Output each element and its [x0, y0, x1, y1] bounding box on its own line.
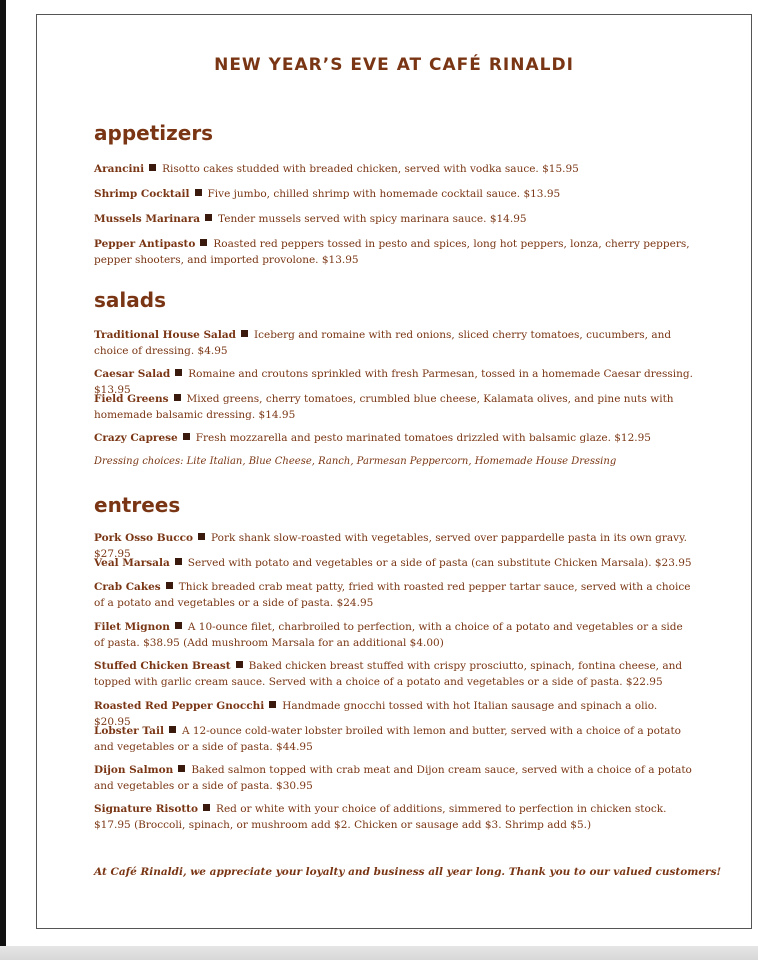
item-description: Thick breaded crab meat patty, fried with roasted red pepper tartar sauce, served with a choice of a potato and vegetables or a side of pasta. $24.95 [94, 581, 691, 609]
item-description: Served with potato and vegetables or a side of pasta (can substitute Chicken Marsala). $23.95 [187, 557, 692, 569]
item-description: Baked chicken breast stuffed with crispy prosciutto, spinach, fontina cheese, and topped with garlic cream sauce. Served with a choice of a potato and vegetables or a side of pasta. $22.95 [94, 660, 683, 688]
section-heading-salads: salads [94, 288, 166, 312]
item-name: Pepper Antipasto [94, 238, 196, 250]
menu-item [94, 723, 694, 755]
square-bullet-icon [149, 164, 156, 171]
menu-item [94, 211, 694, 227]
square-bullet-icon [183, 433, 190, 440]
menu-item [94, 762, 694, 794]
item-description: Mixed greens, cherry tomatoes, crumbled blue cheese, Kalamata olives, and pine nuts with homemade balsamic dressing. $14.95 [94, 393, 674, 421]
item-name: Field Greens [94, 393, 169, 405]
square-bullet-icon [175, 369, 182, 376]
item-name: Signature Risotto [94, 803, 199, 815]
square-bullet-icon [198, 533, 205, 540]
section-heading-appetizers: appetizers [94, 121, 214, 145]
square-bullet-icon [205, 214, 212, 221]
item-name: Caesar Salad [94, 368, 171, 380]
menu-item [94, 236, 694, 268]
item-name: Veal Marsala [94, 557, 170, 569]
square-bullet-icon [175, 558, 182, 565]
square-bullet-icon [269, 701, 276, 708]
dressing-choices-note: Dressing choices: Lite Italian, Blue Cheese, Ranch, Parmesan Peppercorn, Homemade House Dressing [94, 456, 617, 467]
square-bullet-icon [166, 582, 173, 589]
item-description: Tender mussels served with spicy marinara sauce. $14.95 [218, 213, 527, 225]
item-name: Traditional House Salad [94, 329, 236, 341]
item-description: Romaine and croutons sprinkled with fresh Parmesan, tossed in a homemade Caesar dressing. $13.95 [94, 368, 693, 396]
menu-item [94, 186, 694, 202]
square-bullet-icon [195, 189, 202, 196]
menu-page [36, 14, 752, 929]
item-name: Crazy Caprese [94, 432, 178, 444]
item-description: Five jumbo, chilled shrimp with homemade cocktail sauce. $13.95 [207, 188, 561, 200]
menu-item [94, 658, 694, 690]
item-name: Mussels Marinara [94, 213, 201, 225]
item-description: Baked salmon topped with crab meat and Dijon cream sauce, served with a choice of a potato and vegetables or a side of pasta. $30.95 [94, 764, 692, 792]
square-bullet-icon [175, 622, 182, 629]
item-name: Shrimp Cocktail [94, 188, 190, 200]
menu-item [94, 619, 694, 651]
menu-item [94, 579, 694, 611]
item-description: A 12-ounce cold-water lobster broiled with lemon and butter, served with a choice of a potato and vegetables or a side of pasta. $44.95 [94, 725, 681, 753]
square-bullet-icon [174, 394, 181, 401]
item-description: Risotto cakes studded with breaded chicken, served with vodka sauce. $15.95 [162, 163, 579, 175]
item-name: Roasted Red Pepper Gnocchi [94, 700, 265, 712]
item-name: Crab Cakes [94, 581, 161, 593]
item-description: A 10-ounce filet, charbroiled to perfection, with a choice of a potato and vegetables or a side of pasta. $38.95 (Add mushroom Marsala for an additional $4.00) [94, 621, 683, 649]
menu-item [94, 555, 694, 571]
section-heading-entrees: entrees [94, 493, 181, 517]
menu-title: NEW YEAR’S EVE AT CAFÉ RINALDI [214, 55, 574, 75]
item-description: Red or white with your choice of additions, simmered to perfection in chicken stock. $17.95 (Broccoli, spinach, or mushroom add $2. Chicken or sausage add $3. Shrimp add $5.) [94, 803, 667, 831]
square-bullet-icon [241, 330, 248, 337]
item-description: Roasted red peppers tossed in pesto and spices, long hot peppers, lonza, cherry peppers, pepper shooters, and imported provolone. $13.95 [94, 238, 690, 266]
square-bullet-icon [203, 804, 210, 811]
left-edge-bar [0, 0, 6, 960]
item-description: Fresh mozzarella and pesto marinated tomatoes drizzled with balsamic glaze. $12.95 [195, 432, 651, 444]
item-name: Pork Osso Bucco [94, 532, 194, 544]
menu-item [94, 327, 694, 359]
item-name: Filet Mignon [94, 621, 170, 633]
item-description: Pork shank slow-roasted with vegetables, served over pappardelle pasta in its own gravy. $27.95 [94, 532, 687, 560]
menu-item [94, 391, 694, 423]
item-name: Lobster Tail [94, 725, 164, 737]
bottom-edge-bar [0, 946, 758, 960]
item-name: Arancini [94, 163, 145, 175]
square-bullet-icon [169, 726, 176, 733]
menu-item [94, 161, 694, 177]
item-name: Dijon Salmon [94, 764, 174, 776]
item-description: Iceberg and romaine with red onions, sliced cherry tomatoes, cucumbers, and choice of dressing. $4.95 [94, 329, 672, 357]
menu-item [94, 801, 694, 833]
menu-item [94, 430, 694, 446]
item-description: Handmade gnocchi tossed with hot Italian sausage and spinach a olio. $20.95 [94, 700, 658, 728]
square-bullet-icon [236, 661, 243, 668]
closing-message: At Café Rinaldi, we appreciate your loyalty and business all year long. Thank you to our valued customers! [94, 866, 722, 878]
item-name: Stuffed Chicken Breast [94, 660, 231, 672]
square-bullet-icon [200, 239, 207, 246]
square-bullet-icon [178, 765, 185, 772]
